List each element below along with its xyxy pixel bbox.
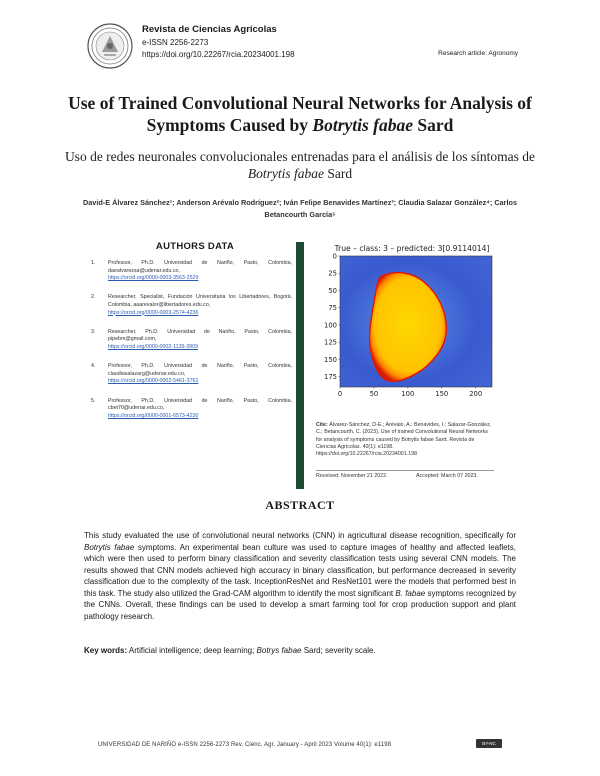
orcid-link[interactable]: https://orcid.org/0000-0002-1139-3909 (108, 343, 199, 350)
y-tick-label: 125 (324, 338, 337, 347)
abstract-part: symptoms. An experimental bean culture was used to capture images of healthy and affected leaflets, which were then used to perform binary classification and severity classification tests using several CNN models. The results showed that CNN models achieved high accuracy in binary classification, but performance decreased in severity classification due to the complexity of the task. InceptionResNet and ResNet101 were the models that performed best in this task. The study also utilized the Grad-CAM algorithm to identify the most significant (84, 542, 517, 598)
y-tick-label: 50 (328, 286, 337, 295)
affiliation-number: 3. (91, 328, 96, 335)
x-tick-label: 150 (435, 390, 449, 398)
affiliation-item (91, 363, 292, 386)
dates-divider (316, 470, 494, 471)
article-type: Research article: Agronomy (438, 50, 518, 57)
affiliation-number: 5. (91, 397, 96, 404)
affiliation-item (91, 328, 292, 352)
figure-title: True – class: 3 – predicted: 3[0.9114014] (334, 244, 490, 253)
title-suffix: Sard (413, 115, 454, 135)
keywords-text: Artificial intelligence; deep learning; (127, 646, 257, 655)
journal-name: Revista de Ciencias Agrícolas (142, 24, 277, 35)
cite-label: Cite: (316, 422, 328, 428)
author-list: David-E Álvarez Sánchez¹; Anderson Arévalo Rodríguez²; Iván Felipe Benavides Martínez³; Claudia Salazar González⁴; Carlos Betancourth García⁵ (82, 198, 518, 219)
orcid-link[interactable]: https://orcid.org/0000-0003-3563-2529 (108, 275, 199, 282)
affiliation-text: Researcher, Ph.D. Universidad de Nariño, Pasto, Colombia, pipebm@gmail.com, (108, 328, 292, 343)
y-tick-label: 25 (328, 269, 337, 278)
title-species: Botrytis fabae (312, 115, 414, 135)
affiliation-number: 4. (91, 363, 96, 370)
affiliation-text: Researcher, Specialist, Fundación Universitaria los Libertadores, Bogotá, Colombia, aaarevalor@libertadores.edu.co, (108, 294, 292, 308)
y-tick-label: 150 (324, 355, 337, 364)
creative-commons-badge[interactable] (476, 739, 502, 748)
x-axis-ticks (338, 387, 482, 398)
doi-link[interactable]: https://doi.org/10.22267/rcia.20234001.198 (142, 50, 295, 59)
abstract-species: B. fabae (395, 588, 426, 598)
abstract-text (84, 530, 516, 622)
keywords-text: Sard; severity scale. (301, 646, 376, 655)
title-es-species: Botrytis fabae (247, 166, 324, 181)
keywords (84, 645, 516, 656)
orcid-link[interactable]: https://orcid.org/0000-0001-6573-4230 (108, 412, 199, 419)
title-es-text: Uso de redes neuronales convolucionales entrenadas para el análisis de los síntomas de (64, 149, 536, 164)
affiliation-item (91, 294, 292, 317)
gradcam-heatmap-figure (304, 242, 498, 420)
abstract-part: symptoms recognized by the CNNs. Overall, these findings can be used to develop a smart farming tool for crop production support and plant pathology research. (84, 588, 517, 621)
keywords-species: Botrys fabae (256, 646, 302, 655)
affiliation-text: Professor, Ph.D. Universidad de Nariño, Pasto, Colombia, claudiasalazarg@udenar.edu.co, (108, 363, 292, 377)
abstract-species: Botrytis fabae (84, 542, 135, 552)
article-title (60, 92, 540, 136)
y-axis-ticks (324, 252, 340, 381)
y-tick-label: 75 (328, 304, 337, 313)
y-tick-label: 0 (332, 252, 337, 261)
orcid-link[interactable]: https://orcid.org/0000-0002-5461-3761 (108, 378, 199, 385)
accepted-date: Accepted: March 07 2023. (416, 473, 478, 479)
affiliation-text: Professor, Ph.D. Universidad de Nariño, Pasto, Colombia, cbet70@udenar.edu.co, (108, 397, 292, 412)
affiliation-list (91, 260, 292, 432)
title-text: Use of Trained Convolutional Neural Networks for Analysis of Symptoms Caused by (68, 93, 532, 135)
cite-text: Álvarez-Sánchez, D-E.; Arévalo, A.; Benavides, I.; Salazar-González, C.; Betancourth, C. (2023). Use of trained Convolutional Neural Networks for analysis of symptoms caused by Botrytis fabae Sard. Revista de Ciencias Agrícolas. 40(1): e1198. https://doi.org/10.22267/rcia.20234001.198 (316, 422, 492, 458)
affiliation-item (91, 260, 292, 283)
affiliation-number: 1. (91, 260, 96, 266)
article-title-spanish (60, 148, 540, 182)
y-tick-label: 175 (324, 373, 337, 382)
abstract-heading: ABSTRACT (265, 498, 335, 512)
sidebar-accent-bar (296, 242, 304, 489)
cc-license-text: BY-NC (482, 741, 496, 746)
authors-data-heading: AUTHORS DATA (155, 241, 235, 252)
received-date: Received: November 21 2022. (316, 473, 388, 479)
x-tick-label: 0 (337, 390, 343, 398)
citation-block (316, 422, 494, 458)
keywords-label: Key words: (84, 646, 128, 655)
x-tick-label: 50 (369, 390, 379, 398)
page-footer: UNIVERSIDAD DE NARIÑO e-ISSN 2256-2273 Rev. Cienc. Agr. January - April 2023 Volume 40(1): e1198 (98, 742, 392, 748)
affiliation-item (91, 397, 292, 421)
journal-issn: e-ISSN 2256-2273 (142, 38, 209, 47)
orcid-link[interactable]: https://orcid.org/0000-0003-2574-4236 (108, 309, 199, 316)
y-tick-label: 100 (324, 321, 337, 330)
x-tick-label: 200 (469, 390, 483, 398)
x-tick-label: 100 (401, 390, 415, 398)
affiliation-number: 2. (91, 294, 96, 301)
abstract-part: This study evaluated the use of convolutional neural networks (CNN) in agricultural disease recognition, specifically for (84, 531, 516, 540)
title-es-suffix: Sard (324, 166, 353, 181)
affiliation-text: Professor, Ph.D. Universidad de Nariño, Pasto, Colombia, daealvarezsa@udenar.edu.co, (108, 260, 292, 274)
university-seal-logo (86, 22, 134, 70)
